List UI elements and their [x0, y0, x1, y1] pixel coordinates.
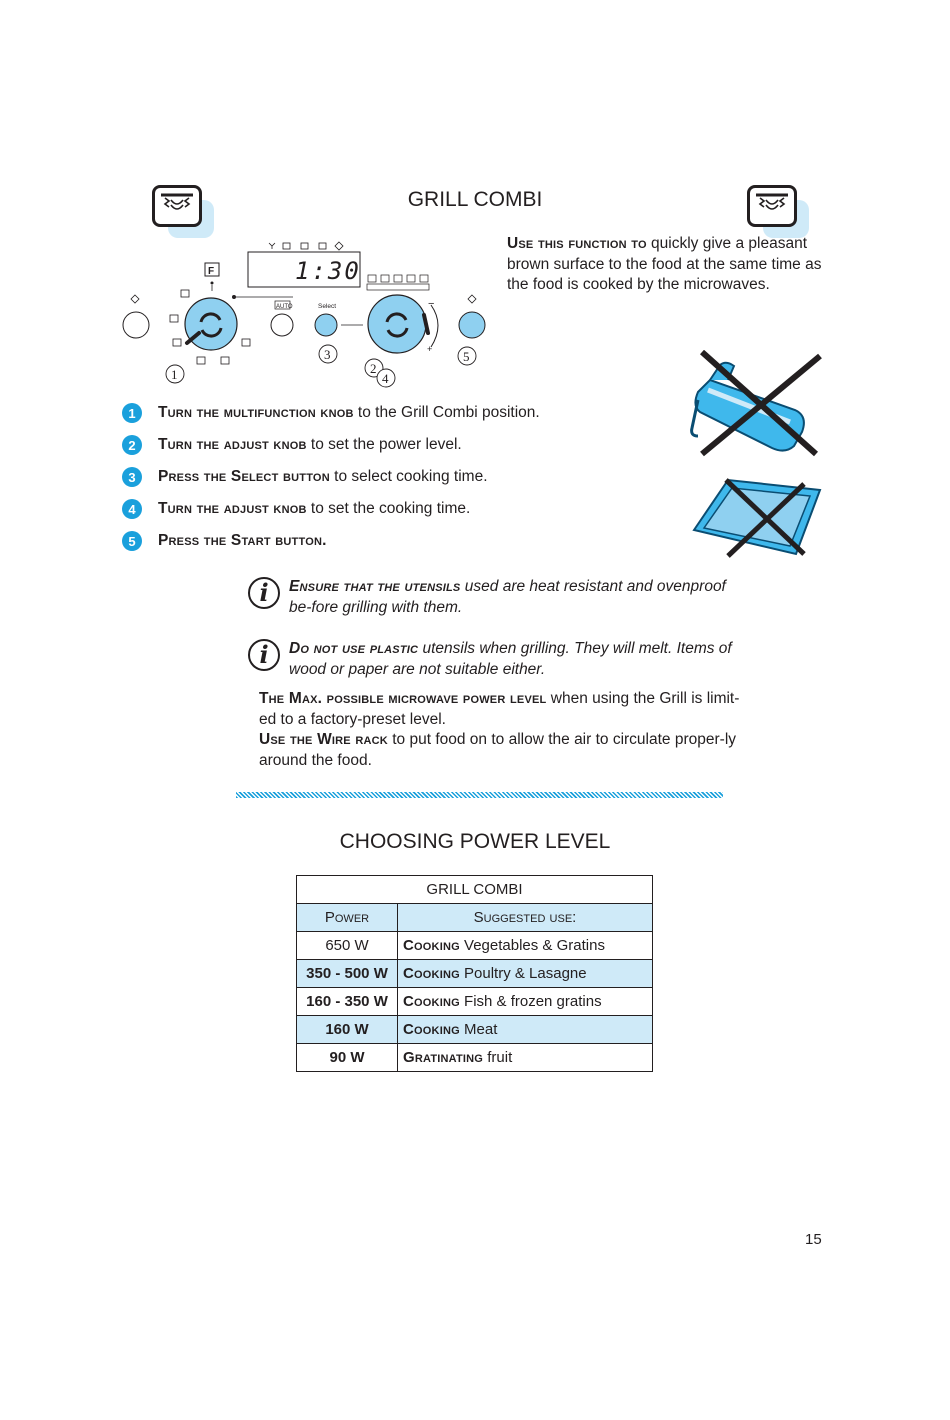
step-number: 1: [122, 403, 142, 423]
multifunction-knob: [185, 298, 237, 350]
step-number: 2: [122, 435, 142, 455]
step-lead: Press the Select button: [158, 468, 330, 485]
use-cell: [398, 960, 653, 988]
wire-rack-paragraph: [259, 730, 744, 771]
grill-combi-icon: [747, 185, 797, 227]
use-food: fruit: [483, 1049, 513, 1066]
step-5: [122, 530, 327, 552]
select-label: Select: [318, 303, 337, 310]
info-icon: i: [248, 577, 280, 609]
power-cell: 350 - 500 W: [297, 960, 398, 988]
section-title: CHOOSING POWER LEVEL: [339, 830, 611, 853]
step-3: [122, 466, 488, 488]
callout-1: 1: [171, 367, 178, 382]
use-food: Fish & frozen gratins: [459, 993, 602, 1010]
page-title: GRILL COMBI: [407, 188, 543, 211]
para-lead: The Max. possible microwave power level: [259, 690, 547, 707]
step-number: 5: [122, 531, 142, 551]
plus-label: +: [427, 344, 433, 354]
auto-label: AUTO: [276, 304, 293, 310]
start-button: [459, 312, 485, 338]
use-verb: Cooking: [403, 993, 460, 1010]
use-verb: Cooking: [403, 1021, 460, 1038]
table-row: [297, 1016, 653, 1044]
column-header-power: Power: [297, 904, 398, 932]
info-icon: i: [248, 639, 280, 671]
step-text: to the Grill Combi position.: [353, 404, 540, 421]
max-power-paragraph: [259, 689, 744, 730]
step-lead: Press the Start button.: [158, 532, 327, 549]
control-panel-diagram: [115, 235, 495, 390]
step-number: 3: [122, 467, 142, 487]
step-lead: Turn the adjust knob: [158, 436, 307, 453]
callout-2: 2: [370, 361, 377, 376]
use-verb: Cooking: [403, 937, 460, 954]
note-plastic: [248, 639, 738, 680]
use-food: Meat: [459, 1021, 498, 1038]
table-row: [297, 988, 653, 1016]
auto-button: [271, 314, 293, 336]
callout-3: 3: [324, 347, 331, 362]
step-4: [122, 498, 470, 520]
power-cell: 160 W: [297, 1016, 398, 1044]
no-tray-illustration: [688, 474, 824, 558]
use-cell: [398, 932, 653, 960]
intro-lead: Use this function to: [507, 235, 647, 252]
use-food: Vegetables & Gratins: [459, 937, 605, 954]
para-text: when using the Grill is limit-ed to a factory-preset level.: [259, 690, 740, 728]
step-text: to set the cooking time.: [306, 500, 471, 517]
note-text: used are heat resistant and ovenproof be-fore grilling with them.: [289, 578, 726, 616]
power-cell: 650 W: [297, 932, 398, 960]
page-number: 15: [805, 1231, 822, 1248]
start-icon: [468, 295, 476, 303]
table-caption-row: [297, 876, 653, 904]
no-plastic-bottle-illustration: [690, 350, 825, 458]
power-cell: 160 - 350 W: [297, 988, 398, 1016]
note-utensils: [248, 577, 738, 618]
callout-5: 5: [463, 349, 470, 364]
step-number: 4: [122, 499, 142, 519]
para-text: to put food on to allow the air to circulate proper-ly around the food.: [259, 731, 737, 769]
power-cell: 90 W: [297, 1044, 398, 1072]
use-verb: Cooking: [403, 965, 460, 982]
step-text: to set the power level.: [306, 436, 462, 453]
adjust-knob: [368, 295, 426, 353]
table-header-row: [297, 904, 653, 932]
use-cell: [398, 988, 653, 1016]
minus-label: −: [428, 298, 435, 310]
select-button: [315, 314, 337, 336]
step-text: to select cooking time.: [329, 468, 488, 485]
use-cell: [398, 1044, 653, 1072]
extra-info: [259, 689, 744, 771]
note-lead: Ensure that the utensils: [289, 578, 461, 595]
para-lead: Use the Wire rack: [259, 731, 388, 748]
callout-4: 4: [382, 371, 389, 386]
stop-icon: [131, 295, 139, 303]
intro-text: quickly give a pleasant brown surface to the food at the same time as the food is cooked by the microwaves.: [507, 235, 822, 293]
use-verb: Gratinating: [403, 1049, 484, 1066]
table-row: [297, 960, 653, 988]
display-time: 1:30: [295, 257, 361, 285]
step-lead: Turn the adjust knob: [158, 500, 307, 517]
step-lead: Turn the multifunction knob: [158, 404, 354, 421]
step-1: [122, 402, 540, 424]
column-header-use: Suggested use:: [398, 904, 653, 932]
section-divider: [236, 792, 723, 798]
function-f-label: F: [208, 266, 215, 277]
step-2: [122, 434, 462, 456]
note-text: utensils when grilling. They will melt. Items of wood or paper are not suitable either.: [289, 640, 732, 678]
use-food: Poultry & Lasagne: [459, 965, 587, 982]
table-row: [297, 932, 653, 960]
display-icons-row: [269, 242, 343, 250]
power-level-table: [296, 875, 653, 1072]
intro-paragraph: [507, 234, 825, 296]
table-row: [297, 1044, 653, 1072]
note-lead: Do not use plastic: [289, 640, 419, 657]
use-cell: [398, 1016, 653, 1044]
table-caption: GRILL COMBI: [297, 876, 653, 904]
stop-button: [123, 312, 149, 338]
